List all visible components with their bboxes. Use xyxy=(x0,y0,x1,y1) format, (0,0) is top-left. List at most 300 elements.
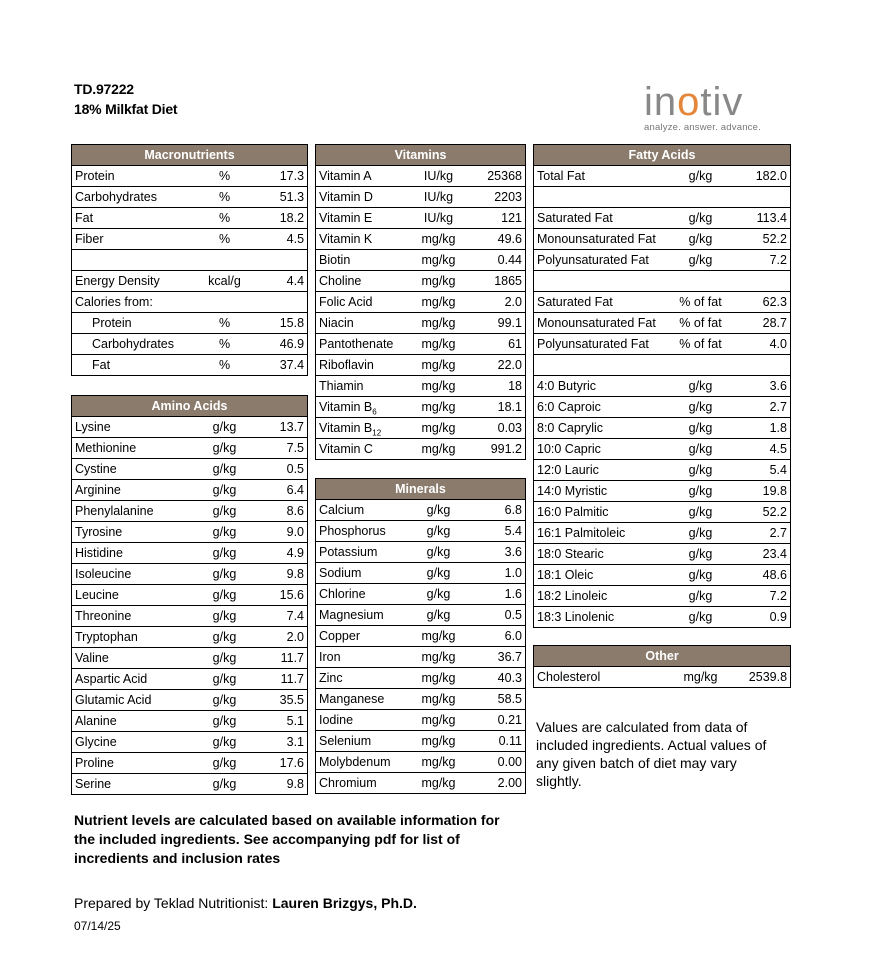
nutrient-name: 16:1 Palmitoleic xyxy=(534,523,666,544)
unit: g/kg xyxy=(180,543,270,564)
value: 2.0 xyxy=(270,627,308,648)
nutrient-name: Zinc xyxy=(316,668,404,689)
nutrient-name: Glycine xyxy=(72,732,180,753)
unit: mg/kg xyxy=(404,752,474,773)
table-row xyxy=(534,481,791,502)
value: 0.21 xyxy=(474,710,526,731)
unit: g/kg xyxy=(180,522,270,543)
nutrient-name: Biotin xyxy=(316,250,404,271)
nutrient-name: Total Fat xyxy=(534,166,666,187)
nutrient-name xyxy=(72,250,180,271)
table-row xyxy=(72,627,308,648)
nutrient-name: Energy Density xyxy=(72,271,180,292)
value: 52.2 xyxy=(736,229,791,250)
value: 18.1 xyxy=(474,397,526,418)
unit: mg/kg xyxy=(404,773,474,794)
nutritionist-name: Lauren Brizgys, Ph.D. xyxy=(272,895,417,911)
table-row xyxy=(316,647,526,668)
minerals-table xyxy=(315,478,526,794)
value: 13.7 xyxy=(270,417,308,438)
nutrient-name: Niacin xyxy=(316,313,404,334)
value xyxy=(736,355,791,376)
unit: g/kg xyxy=(180,648,270,669)
nutrient-name: Copper xyxy=(316,626,404,647)
blank-row xyxy=(534,187,791,208)
value: 6.0 xyxy=(474,626,526,647)
nutrient-name: Pantothenate xyxy=(316,334,404,355)
unit: mg/kg xyxy=(404,292,474,313)
table-row xyxy=(72,355,308,376)
nutrient-name: 18:0 Stearic xyxy=(534,544,666,565)
value: 51.3 xyxy=(270,187,308,208)
table-row xyxy=(72,564,308,585)
macronutrients-table xyxy=(71,144,308,376)
value: 61 xyxy=(474,334,526,355)
table-row xyxy=(534,292,791,313)
table-row xyxy=(72,522,308,543)
value: 4.5 xyxy=(270,229,308,250)
unit: g/kg xyxy=(404,563,474,584)
table-row xyxy=(72,606,308,627)
table-row xyxy=(534,229,791,250)
nutrient-name: Polyunsaturated Fat xyxy=(534,250,666,271)
value xyxy=(736,271,791,292)
unit: g/kg xyxy=(180,564,270,585)
table-row xyxy=(534,460,791,481)
nutrient-name: Leucine xyxy=(72,585,180,606)
unit: g/kg xyxy=(666,607,736,628)
logo-wordmark: inotiv xyxy=(644,80,744,124)
nutrient-name: Potassium xyxy=(316,542,404,563)
unit: g/kg xyxy=(666,376,736,397)
nutrient-name: Folic Acid xyxy=(316,292,404,313)
table-row xyxy=(72,732,308,753)
unit xyxy=(666,355,736,376)
unit: g/kg xyxy=(666,250,736,271)
nutrient-name: Magnesium xyxy=(316,605,404,626)
nutrient-name: Calcium xyxy=(316,500,404,521)
table-row xyxy=(316,376,526,397)
nutrient-name: Vitamin K xyxy=(316,229,404,250)
unit: g/kg xyxy=(404,584,474,605)
table-row xyxy=(72,208,308,229)
table-row xyxy=(534,208,791,229)
prepared-by-label: Prepared by Teklad Nutritionist: xyxy=(74,895,273,911)
value: 0.5 xyxy=(474,605,526,626)
logo-tagline: analyze. answer. advance. xyxy=(644,122,761,133)
nutrient-name: 18:1 Oleic xyxy=(534,565,666,586)
value: 23.4 xyxy=(736,544,791,565)
value: 6.4 xyxy=(270,480,308,501)
nutrient-name: Calories from: xyxy=(72,292,180,313)
unit xyxy=(666,187,736,208)
nutrient-name: Glutamic Acid xyxy=(72,690,180,711)
other-table xyxy=(533,645,791,688)
value: 9.8 xyxy=(270,564,308,585)
nutrient-name: Selenium xyxy=(316,731,404,752)
fatty-acids-table xyxy=(533,144,791,628)
table-row xyxy=(72,438,308,459)
table-row xyxy=(72,313,308,334)
unit: mg/kg xyxy=(404,689,474,710)
table-row xyxy=(316,710,526,731)
unit: g/kg xyxy=(180,774,270,795)
table-row xyxy=(316,250,526,271)
nutrient-name: Cystine xyxy=(72,459,180,480)
value xyxy=(736,187,791,208)
unit: % xyxy=(180,229,270,250)
unit: % xyxy=(180,166,270,187)
unit: g/kg xyxy=(666,523,736,544)
nutrient-name: 6:0 Caproic xyxy=(534,397,666,418)
nutrient-name: Choline xyxy=(316,271,404,292)
nutrient-name: 18:2 Linoleic xyxy=(534,586,666,607)
nutrient-name: Valine xyxy=(72,648,180,669)
nutrient-name: Phosphorus xyxy=(316,521,404,542)
unit: mg/kg xyxy=(404,355,474,376)
value: 62.3 xyxy=(736,292,791,313)
value: 7.4 xyxy=(270,606,308,627)
unit: g/kg xyxy=(180,690,270,711)
value: 9.8 xyxy=(270,774,308,795)
table-row xyxy=(534,334,791,355)
unit: g/kg xyxy=(666,502,736,523)
table-row xyxy=(316,439,526,460)
nutrient-name: 12:0 Lauric xyxy=(534,460,666,481)
table-row xyxy=(534,586,791,607)
table-row xyxy=(534,418,791,439)
unit: IU/kg xyxy=(404,208,474,229)
value: 0.44 xyxy=(474,250,526,271)
table-row xyxy=(72,187,308,208)
nutrient-name: Polyunsaturated Fat xyxy=(534,334,666,355)
nutrient-name: Methionine xyxy=(72,438,180,459)
fatty-acids-header xyxy=(534,145,791,166)
value: 18.2 xyxy=(270,208,308,229)
nutrient-name: Molybdenum xyxy=(316,752,404,773)
table-row xyxy=(316,521,526,542)
unit xyxy=(666,271,736,292)
nutrient-name: Vitamin C xyxy=(316,439,404,460)
unit: IU/kg xyxy=(404,166,474,187)
diet-code: TD.97222 xyxy=(74,81,134,97)
value: 35.5 xyxy=(270,690,308,711)
unit: g/kg xyxy=(180,753,270,774)
unit: % xyxy=(180,187,270,208)
subscript: 12 xyxy=(372,428,382,438)
nutrient-name: Protein xyxy=(72,313,180,334)
unit: mg/kg xyxy=(404,418,474,439)
unit: % of fat xyxy=(666,334,736,355)
value: 3.6 xyxy=(736,376,791,397)
nutrient-name: Tyrosine xyxy=(72,522,180,543)
table-row xyxy=(534,523,791,544)
unit: % xyxy=(180,208,270,229)
table-row xyxy=(316,271,526,292)
table-row xyxy=(316,397,526,418)
unit: mg/kg xyxy=(404,626,474,647)
value: 58.5 xyxy=(474,689,526,710)
table-row xyxy=(72,669,308,690)
nutrient-name: Serine xyxy=(72,774,180,795)
value: 4.4 xyxy=(270,271,308,292)
table-row xyxy=(316,752,526,773)
nutrient-name: 16:0 Palmitic xyxy=(534,502,666,523)
value: 4.9 xyxy=(270,543,308,564)
table-row xyxy=(534,667,791,688)
nutrient-levels-note: Nutrient levels are calculated based on available information for the included ingredients. See accompanying pdf for list of incredients and inclusion rates xyxy=(74,812,500,866)
unit: g/kg xyxy=(180,480,270,501)
table-row xyxy=(316,626,526,647)
table-row xyxy=(316,187,526,208)
nutrient-name: Iron xyxy=(316,647,404,668)
table-row xyxy=(72,271,308,292)
value: 2.7 xyxy=(736,397,791,418)
unit: g/kg xyxy=(666,229,736,250)
value: 1865 xyxy=(474,271,526,292)
value: 25368 xyxy=(474,166,526,187)
nutrient-name: Iodine xyxy=(316,710,404,731)
table-row xyxy=(534,565,791,586)
value: 0.5 xyxy=(270,459,308,480)
unit: g/kg xyxy=(180,711,270,732)
nutrient-name: Fiber xyxy=(72,229,180,250)
table-row xyxy=(316,500,526,521)
value: 0.03 xyxy=(474,418,526,439)
value: 11.7 xyxy=(270,648,308,669)
table-row xyxy=(72,417,308,438)
value: 52.2 xyxy=(736,502,791,523)
nutrient-name: Vitamin $B_6$ xyxy=(316,397,404,418)
section-title: Fatty Acids xyxy=(534,145,791,166)
nutrient-name: Fat xyxy=(72,355,180,376)
value xyxy=(270,250,308,271)
unit: g/kg xyxy=(666,418,736,439)
value: 2.00 xyxy=(474,773,526,794)
nutrient-name: Vitamin A xyxy=(316,166,404,187)
nutrient-name xyxy=(534,355,666,376)
unit: IU/kg xyxy=(404,187,474,208)
value: 17.6 xyxy=(270,753,308,774)
value: 182.0 xyxy=(736,166,791,187)
value: 6.8 xyxy=(474,500,526,521)
unit: mg/kg xyxy=(666,667,736,688)
unit: % of fat xyxy=(666,313,736,334)
value: 19.8 xyxy=(736,481,791,502)
prepared-by xyxy=(74,895,417,911)
table-row xyxy=(316,731,526,752)
amino-acids-header xyxy=(72,396,308,417)
value: 17.3 xyxy=(270,166,308,187)
table-row xyxy=(72,292,308,313)
nutrient-name xyxy=(534,187,666,208)
blank-row xyxy=(534,271,791,292)
unit: % xyxy=(180,355,270,376)
table-row xyxy=(316,542,526,563)
table-row xyxy=(316,605,526,626)
subscript: 6 xyxy=(372,407,377,417)
nutrient-name: Protein xyxy=(72,166,180,187)
unit: g/kg xyxy=(666,208,736,229)
section-title: Amino Acids xyxy=(72,396,308,417)
table-row xyxy=(316,689,526,710)
table-row xyxy=(316,355,526,376)
nutrient-name: Aspartic Acid xyxy=(72,669,180,690)
amino-acids-table xyxy=(71,395,308,795)
table-row xyxy=(72,229,308,250)
value: 4.0 xyxy=(736,334,791,355)
unit: mg/kg xyxy=(404,376,474,397)
value: 2.0 xyxy=(474,292,526,313)
table-row xyxy=(534,166,791,187)
unit: g/kg xyxy=(180,627,270,648)
unit: g/kg xyxy=(666,397,736,418)
value: 0.11 xyxy=(474,731,526,752)
nutrient-name: Alanine xyxy=(72,711,180,732)
nutrient-name: Chlorine xyxy=(316,584,404,605)
value: 9.0 xyxy=(270,522,308,543)
vitamins-table xyxy=(315,144,526,460)
value: 40.3 xyxy=(474,668,526,689)
table-row xyxy=(534,313,791,334)
nutrient-name: Vitamin E xyxy=(316,208,404,229)
unit: % xyxy=(180,334,270,355)
table-row xyxy=(72,459,308,480)
table-row xyxy=(534,544,791,565)
unit: mg/kg xyxy=(404,439,474,460)
value: 1.0 xyxy=(474,563,526,584)
unit: mg/kg xyxy=(404,229,474,250)
nutrient-name xyxy=(534,271,666,292)
unit xyxy=(180,250,270,271)
unit: g/kg xyxy=(180,606,270,627)
nutrient-name: Histidine xyxy=(72,543,180,564)
diet-name: 18% Milkfat Diet xyxy=(74,101,178,117)
unit: mg/kg xyxy=(404,313,474,334)
unit: mg/kg xyxy=(404,250,474,271)
table-row xyxy=(534,502,791,523)
unit: % of fat xyxy=(666,292,736,313)
table-row xyxy=(72,501,308,522)
value: 46.9 xyxy=(270,334,308,355)
nutrient-name: Chromium xyxy=(316,773,404,794)
inotiv-logo xyxy=(644,82,784,134)
value: 2539.8 xyxy=(736,667,791,688)
unit: mg/kg xyxy=(404,271,474,292)
unit: mg/kg xyxy=(404,710,474,731)
value: 2203 xyxy=(474,187,526,208)
section-title: Macronutrients xyxy=(72,145,308,166)
nutrient-name: 4:0 Butyric xyxy=(534,376,666,397)
nutrient-name: Lysine xyxy=(72,417,180,438)
section-title: Vitamins xyxy=(316,145,526,166)
table-row xyxy=(72,648,308,669)
value: 37.4 xyxy=(270,355,308,376)
value: 15.8 xyxy=(270,313,308,334)
unit: g/kg xyxy=(666,565,736,586)
table-row xyxy=(316,563,526,584)
nutrient-name: Vitamin D xyxy=(316,187,404,208)
unit: g/kg xyxy=(404,605,474,626)
nutrient-name: Saturated Fat xyxy=(534,292,666,313)
unit: g/kg xyxy=(180,585,270,606)
macronutrients-header xyxy=(72,145,308,166)
nutrient-name: Threonine xyxy=(72,606,180,627)
value xyxy=(270,292,308,313)
unit xyxy=(180,292,270,313)
table-row xyxy=(316,668,526,689)
value: 15.6 xyxy=(270,585,308,606)
value: 1.6 xyxy=(474,584,526,605)
value: 121 xyxy=(474,208,526,229)
table-row xyxy=(316,313,526,334)
value: 99.1 xyxy=(474,313,526,334)
value: 5.4 xyxy=(736,460,791,481)
table-row xyxy=(534,376,791,397)
table-row xyxy=(316,166,526,187)
value: 28.7 xyxy=(736,313,791,334)
unit: mg/kg xyxy=(404,668,474,689)
unit: g/kg xyxy=(666,544,736,565)
unit: g/kg xyxy=(180,732,270,753)
nutrient-name: Monounsaturated Fat xyxy=(534,229,666,250)
unit: g/kg xyxy=(180,669,270,690)
unit: g/kg xyxy=(180,501,270,522)
unit: g/kg xyxy=(180,417,270,438)
nutrient-name: Saturated Fat xyxy=(534,208,666,229)
value: 7.5 xyxy=(270,438,308,459)
table-row xyxy=(72,711,308,732)
nutrient-name: Isoleucine xyxy=(72,564,180,585)
value: 5.1 xyxy=(270,711,308,732)
table-row xyxy=(316,773,526,794)
value: 5.4 xyxy=(474,521,526,542)
blank-row xyxy=(72,250,308,271)
table-row xyxy=(72,166,308,187)
table-row xyxy=(316,334,526,355)
value: 8.6 xyxy=(270,501,308,522)
table-row xyxy=(534,397,791,418)
nutrient-name: Tryptophan xyxy=(72,627,180,648)
value: 22.0 xyxy=(474,355,526,376)
nutrient-name: Thiamin xyxy=(316,376,404,397)
unit: g/kg xyxy=(666,586,736,607)
table-row xyxy=(534,607,791,628)
table-row xyxy=(72,690,308,711)
table-row xyxy=(72,334,308,355)
nutrient-name: Cholesterol xyxy=(534,667,666,688)
nutrient-name: Phenylalanine xyxy=(72,501,180,522)
value: 113.4 xyxy=(736,208,791,229)
unit: % xyxy=(180,313,270,334)
blank-row xyxy=(534,355,791,376)
nutrient-name: Carbohydrates xyxy=(72,187,180,208)
table-row xyxy=(534,250,791,271)
table-row xyxy=(316,208,526,229)
unit: g/kg xyxy=(404,500,474,521)
nutrient-name: 18:3 Linolenic xyxy=(534,607,666,628)
nutrient-name: 10:0 Capric xyxy=(534,439,666,460)
calculation-note: Values are calculated from data of included ingredients. Actual values of any given batch of diet may vary slightly. xyxy=(536,719,767,789)
value: 7.2 xyxy=(736,250,791,271)
unit: mg/kg xyxy=(404,397,474,418)
nutrient-name: Manganese xyxy=(316,689,404,710)
value: 48.6 xyxy=(736,565,791,586)
vitamins-header xyxy=(316,145,526,166)
unit: g/kg xyxy=(404,542,474,563)
nutrient-name: Proline xyxy=(72,753,180,774)
table-row xyxy=(316,418,526,439)
